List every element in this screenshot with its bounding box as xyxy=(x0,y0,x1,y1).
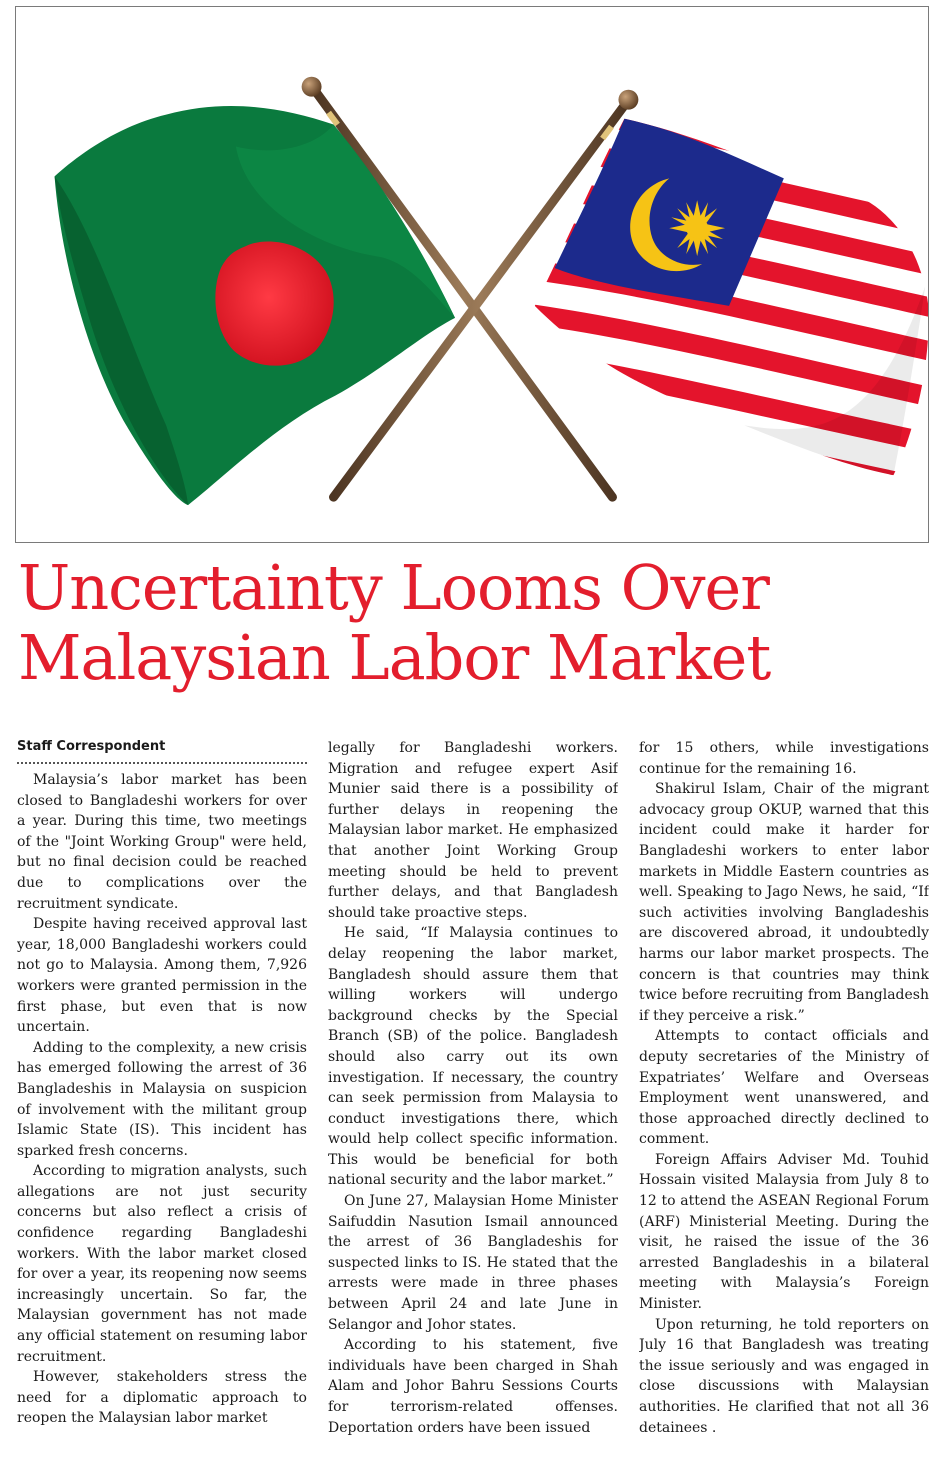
paragraph: However, stakeholders stress the need for a diplomatic approach to reopen the Malaysian labor market xyxy=(17,1369,307,1427)
article-body xyxy=(17,738,929,1460)
paragraph: He said, “If Malaysia continues to delay reopening the labor market, Bangladesh should assure them that willing workers will undergo background checks by the Special Branch (SB) of the police. Bangladesh should also carry out its own investigation. If necessary, the country can seek permission from Malaysia to conduct investigations there, which would help collect specific information. This would be beneficial for both national security and the labor market.” xyxy=(328,925,618,1189)
paragraph: legally for Bangladeshi workers. Migration and refugee expert Asif Munier said there is a possibility of further delays in reopening the Malaysian labor market. He emphasized that another Joint Working Group meeting should be held to prevent further delays, and that Bangladesh should take proactive steps. xyxy=(328,740,618,921)
paragraph: According to migration analysts, such allegations are not just security concerns but also reflect a crisis of confidence regarding Bangladeshi workers. With the labor market closed for over a year, its reopening now seems increasingly uncertain. So far, the Malaysian government has not made any official statement on resuming labor recruitment. xyxy=(17,1163,307,1365)
article-column-2 xyxy=(328,738,618,1460)
paragraph: Upon returning, he told reporters on July 16 that Bangladesh was treating the issue seriously and was engaged in close discussions with Malaysian authorities. He clarified that not all 36 detainees . xyxy=(639,1316,929,1436)
byline: Staff Correspondent xyxy=(17,738,307,764)
paragraph: According to his statement, five individuals have been charged in Shah Alam and Johor Bahru Sessions Courts for terrorism-related offenses. Deportation orders have been issued xyxy=(328,1337,618,1436)
article-photo xyxy=(15,6,929,543)
headline xyxy=(18,553,923,693)
paragraph: Malaysia’s labor market has been closed to Bangladeshi workers for over a year. During this time, two meetings of the "Joint Working Group" were held, but no final decision could be reached due to complications over the recruitment syndicate. xyxy=(17,772,307,912)
paragraph: for 15 others, while investigations continue for the remaining 16. xyxy=(639,740,929,777)
paragraph: Despite having received approval last year, 18,000 Bangladeshi workers could not go to Malaysia. Among them, 7,926 workers were granted permission in the first phase, but even that is now uncertain. xyxy=(17,916,307,1036)
headline-line-1: Uncertainty Looms Over xyxy=(18,551,769,624)
paragraph: Attempts to contact officials and deputy secretaries of the Ministry of Expatriates’ Welfare and Overseas Employment went unanswered, and those approached directly declined to comment. xyxy=(639,1028,929,1148)
article-column-3 xyxy=(639,738,929,1460)
paragraph: On June 27, Malaysian Home Minister Saifuddin Nasution Ismail announced the arrest of 36 Bangladeshis for suspected links to IS. He stated that the arrests were made in three phases between April 24 and late June in Selangor and Johor states. xyxy=(328,1193,618,1333)
article-column-1 xyxy=(17,738,307,1460)
paragraph: Foreign Affairs Adviser Md. Touhid Hossain visited Malaysia from July 8 to 12 to attend the ASEAN Regional Forum (ARF) Ministerial Meeting. During the visit, he raised the issue of the 36 arrested Bangladeshis in a bilateral meeting with Malaysia’s Foreign Minister. xyxy=(639,1151,929,1313)
paragraph: Shakirul Islam, Chair of the migrant advocacy group OKUP, warned that this incident could make it harder for Bangladeshi workers to enter labor markets in Middle Eastern countries as well. Speaking to Jago News, he said, “If such activities involving Bangladeshis are discovered abroad, it undoubtedly harms our labor market prospects. The concern is that countries may think twice before recruiting from Bangladesh if they perceive a risk.” xyxy=(639,781,929,1024)
headline-line-2: Malaysian Labor Market xyxy=(18,621,771,694)
bangladesh-flag xyxy=(55,106,456,505)
paragraph: Adding to the complexity, a new crisis has emerged following the arrest of 36 Bangladeshis in Malaysia on suspicion of involvement with the militant group Islamic State (IS). This incident has sparked fresh concerns. xyxy=(17,1039,307,1159)
crossed-flags-image xyxy=(16,7,928,542)
